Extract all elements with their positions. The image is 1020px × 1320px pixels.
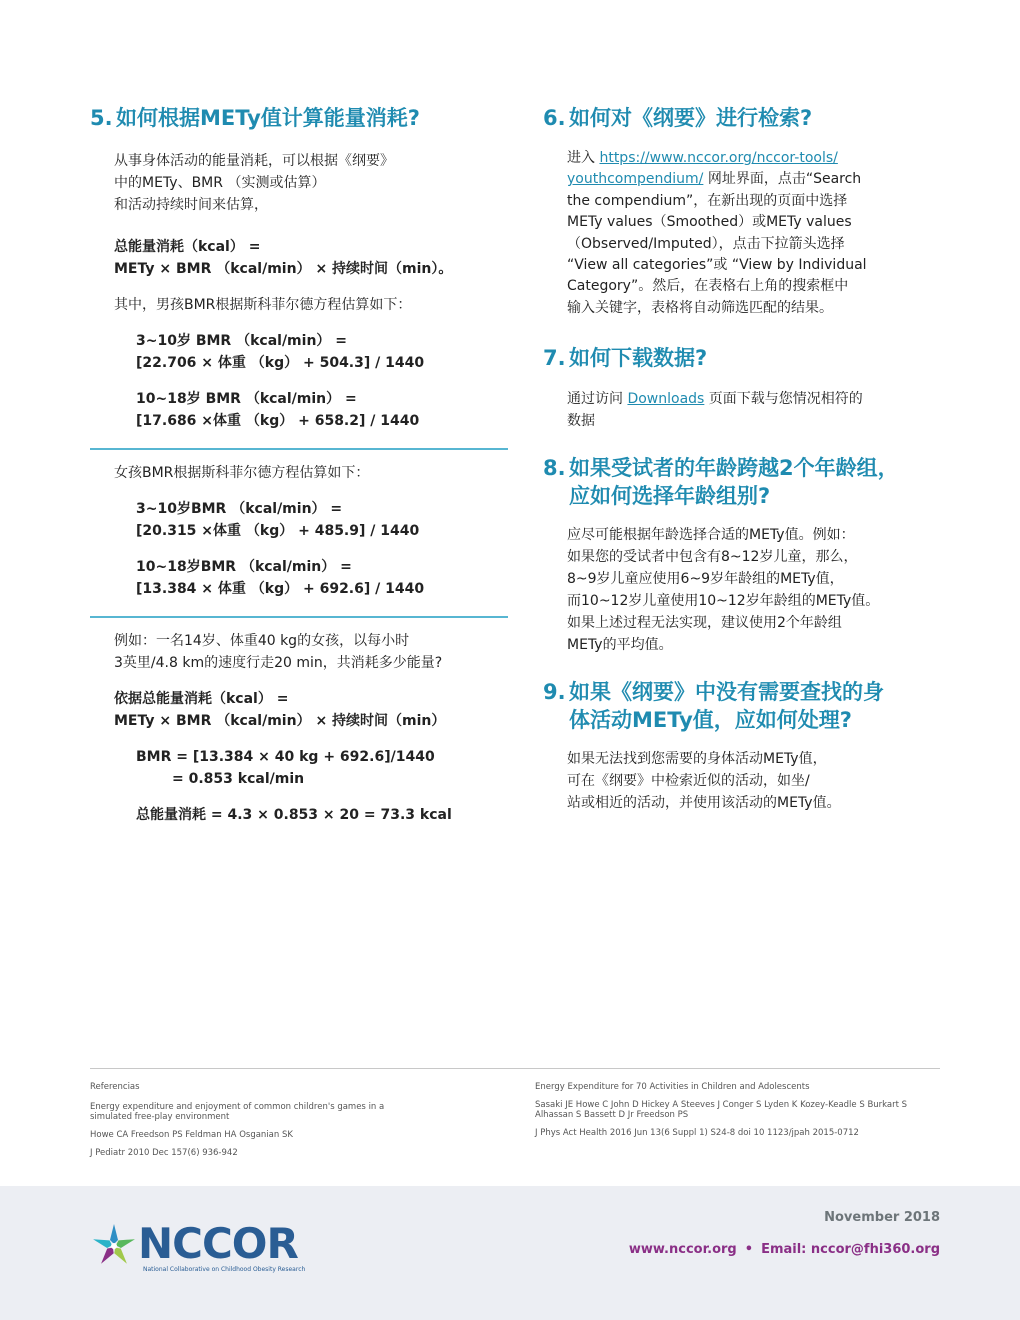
- publication-date: November 2018: [824, 1210, 940, 1225]
- text-line: METy的平均值。: [567, 637, 673, 653]
- text-line: 3~10岁 BMR （kcal/min） =: [136, 333, 348, 349]
- ref-line: Alhassan S Bassett D Jr Freedson PS: [535, 1110, 689, 1120]
- compendium-url-link[interactable]: https://www.nccor.org/nccor-tools/: [599, 150, 838, 166]
- girls-formula-3-10: [136, 498, 419, 542]
- text-line: = 0.853 kcal/min: [172, 771, 305, 787]
- text-line: 3英里/4.8 km的速度行走20 min，共消耗多少能量?: [114, 655, 443, 671]
- text-line: （Observed/Imputed），点击下拉箭头选择: [567, 235, 845, 252]
- reference-2: [535, 1082, 945, 1138]
- references-heading: Referencias: [90, 1082, 140, 1092]
- ref-line: J Phys Act Health 2016 Jun 13(6 Suppl 1) S24-8 doi 10 1123/jpah 2015-0712: [535, 1128, 859, 1138]
- text-line: 总能量消耗（kcal） =: [114, 239, 261, 255]
- total-energy-calculation: 总能量消耗 = 4.3 × 0.853 × 20 = 73.3 kcal: [136, 807, 452, 823]
- example-formula: [114, 688, 445, 732]
- text-line: 依据总能量消耗（kcal） =: [114, 691, 289, 707]
- boys-formula-10-18: [136, 388, 419, 432]
- nccor-logo: NCCOR: [138, 1219, 298, 1268]
- section-9-heading: 9. 如果《纲要》中没有需要查找的身 体活动METy值，应如何处理?: [543, 680, 884, 732]
- text-line: BMR = [13.384 × 40 kg + 692.6]/1440: [136, 749, 435, 765]
- text-line: 如果无法找到您需要的身体活动METy值，: [567, 751, 827, 767]
- text-line: “View all categories”或 “View by Individual: [567, 257, 867, 274]
- text-line: [17.686 ×体重 （kg） + 658.2] / 1440: [136, 413, 420, 429]
- divider: [90, 448, 508, 450]
- text-line: 站或相近的活动，并使用该活动的METy值。: [567, 795, 841, 811]
- text-line: 如果您的受试者中包含有8~12岁儿童，那么，: [567, 549, 858, 565]
- text-line: the compendium”，在新出现的页面中选择: [567, 192, 848, 209]
- ref-line: J Pediatr 2010 Dec 157(6) 936-942: [90, 1148, 238, 1158]
- email-link[interactable]: Email: nccor@fhi360.org: [761, 1242, 940, 1257]
- example-question: [114, 630, 442, 674]
- text-line: METy × BMR （kcal/min） × 持续时间（min）: [114, 713, 446, 729]
- contact-line: [629, 1242, 940, 1257]
- text-line: 和活动持续时间来估算，: [114, 197, 268, 213]
- text-line: [20.315 ×体重 （kg） + 485.9] / 1440: [136, 523, 420, 539]
- text-line: METy × BMR （kcal/min） × 持续时间（min）。: [114, 261, 453, 277]
- section-7-heading: 7. 如何下载数据?: [543, 346, 708, 370]
- text-line: 如果上述过程无法实现，建议使用2个年龄组: [567, 615, 842, 631]
- section-6-heading: 6. 如何对《纲要》进行检索?: [543, 106, 813, 130]
- boys-intro: 其中，男孩BMR根据斯科菲尔德方程估算如下：: [114, 297, 412, 313]
- bmr-calculation: [136, 746, 435, 790]
- section-5-intro: [114, 150, 394, 216]
- girls-intro: 女孩BMR根据斯科菲尔德方程估算如下：: [114, 465, 370, 481]
- text-line: 10~18岁 BMR （kcal/min） =: [136, 391, 357, 407]
- text-line: 可在《纲要》中检索近似的活动，如坐/: [567, 773, 810, 789]
- ref-line: simulated free-play environment: [90, 1112, 230, 1122]
- text-line: [22.706 × 体重 （kg） + 504.3] / 1440: [136, 355, 425, 371]
- energy-formula: [114, 236, 452, 280]
- text-line: 8~9岁儿童应使用6~9岁年龄组的METy值，: [567, 571, 844, 587]
- separator: •: [744, 1242, 754, 1257]
- references-divider: [90, 1068, 940, 1069]
- compendium-url-link-continued[interactable]: youthcompendium/: [567, 171, 704, 188]
- reference-1: [90, 1102, 420, 1158]
- text-line: 3~10岁BMR （kcal/min） =: [136, 501, 343, 517]
- section-6-body: 进入 https://www.nccor.org/nccor-tools/ youthcompendium/ 网址界面，点击“Search the compendium”，在新出现的页面中选择 METy values（Smoothed）或METy values （Observed/Imputed），点击下拉箭头选择 “View all categories”或 “View by Individual Category”。然后，在表格右上角的搜索框中 输入关键字，表格将自动筛选匹配的结果。: [567, 150, 867, 316]
- ref-line: Energy Expenditure for 70 Activities in Children and Adolescents: [535, 1082, 810, 1092]
- text-line: 数据: [567, 413, 595, 429]
- text-line: Category”。然后，在表格右上角的搜索框中: [567, 278, 849, 295]
- text-line: 中的METy、BMR （实测或估算）: [114, 175, 326, 191]
- section-9-body: [567, 748, 841, 814]
- section-7-body: 通过访问 Downloads 页面下载与您情况相符的 数据: [567, 391, 863, 429]
- girls-formula-10-18: [136, 556, 424, 600]
- website-link[interactable]: www.nccor.org: [628, 1242, 737, 1257]
- text-line: [13.384 × 体重 （kg） + 692.6] / 1440: [136, 581, 425, 597]
- logo-tagline: National Collaborative on Childhood Obesity Research: [143, 1266, 306, 1273]
- text-line: 输入关键字，表格将自动筛选匹配的结果。: [567, 299, 833, 316]
- text-line: 10~18岁BMR （kcal/min） =: [136, 559, 352, 575]
- divider: [90, 616, 508, 618]
- ref-line: Howe CA Freedson PS Feldman HA Osganian SK: [90, 1130, 293, 1140]
- text-line: 例如：一名14岁、体重40 kg的女孩，以每小时: [114, 633, 410, 649]
- section-8-body: [567, 524, 879, 656]
- section-8-heading: 8. 如果受试者的年龄跨越2个年龄组， 应如何选择年龄组别?: [543, 456, 899, 508]
- text-line: 应尽可能根据年龄选择合适的METy值。例如：: [567, 527, 855, 543]
- text-line: 从事身体活动的能量消耗，可以根据《纲要》: [114, 153, 394, 169]
- downloads-link[interactable]: Downloads: [627, 391, 705, 407]
- ref-line: Sasaki JE Howe C John D Hickey A Steeves J Conger S Lyden K Kozey-Keadle S Burkart S: [535, 1100, 908, 1110]
- section-5-heading: 5. 如何根据METy值计算能量消耗?: [90, 106, 420, 130]
- boys-formula-3-10: [136, 330, 424, 374]
- text-line: 而10~12岁儿童使用10~12岁年龄组的METy值。: [567, 593, 880, 609]
- text-line: METy values（Smoothed）或METy values: [567, 214, 852, 231]
- ref-line: Energy expenditure and enjoyment of common children's games in a: [90, 1102, 385, 1112]
